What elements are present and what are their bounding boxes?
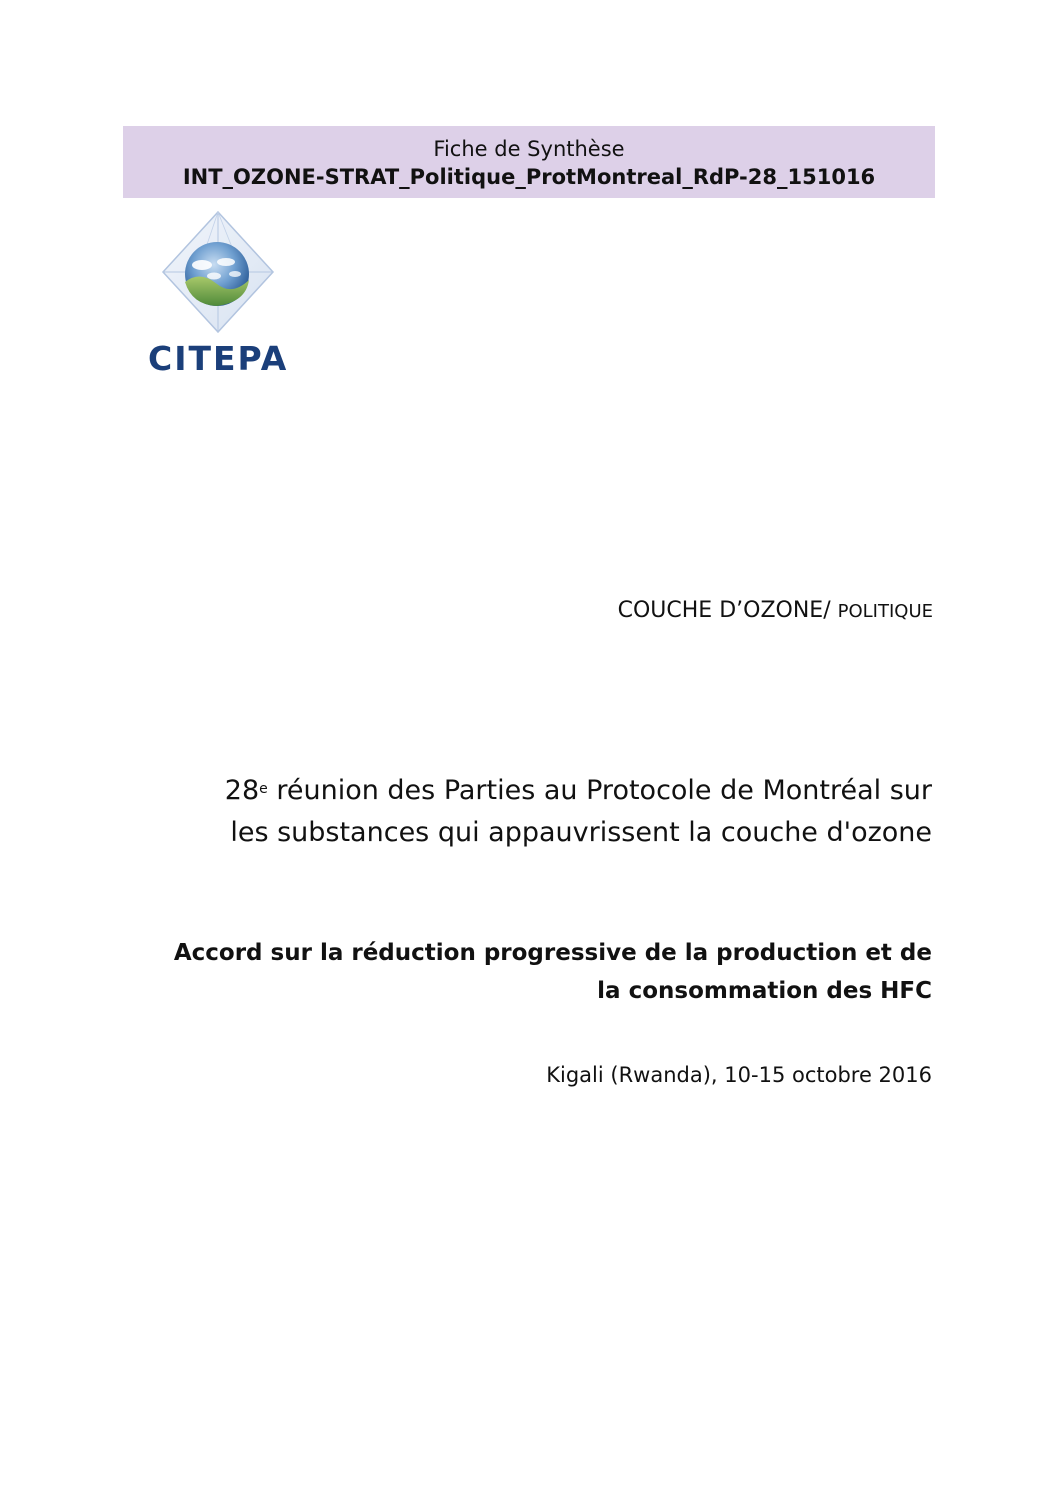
citepa-logo [140, 210, 310, 380]
subtitle-line-1: Accord sur la réduction progressive de la production et de [173, 940, 932, 966]
document-category [618, 598, 933, 623]
title-number: 28 [224, 775, 260, 806]
title-line-1-rest: réunion des Parties au Protocole de Montréal sur [267, 775, 932, 806]
citepa-logo-text: CITEPA [148, 339, 289, 378]
category-main: COUCHE D’OZONE/ [617, 598, 838, 623]
page-subtitle [112, 934, 932, 1010]
header-doc-reference: INT_OZONE-STRAT_Politique_ProtMontreal_RdP-28_151016 [182, 165, 876, 189]
category-small: POLITIQUE [837, 601, 933, 622]
document-header [123, 126, 935, 198]
header-doc-type: Fiche de Synthèse [433, 137, 625, 161]
subtitle-line-2: la consommation des HFC [597, 978, 932, 1004]
citepa-logo-icon [140, 210, 310, 380]
title-superscript: e [259, 781, 268, 797]
event-place-date: Kigali (Rwanda), 10-15 octobre 2016 [546, 1063, 932, 1087]
title-line-2: les substances qui appauvrissent la couche d'ozone [230, 817, 932, 848]
title-line-1 [112, 770, 932, 812]
page-title [112, 770, 932, 854]
